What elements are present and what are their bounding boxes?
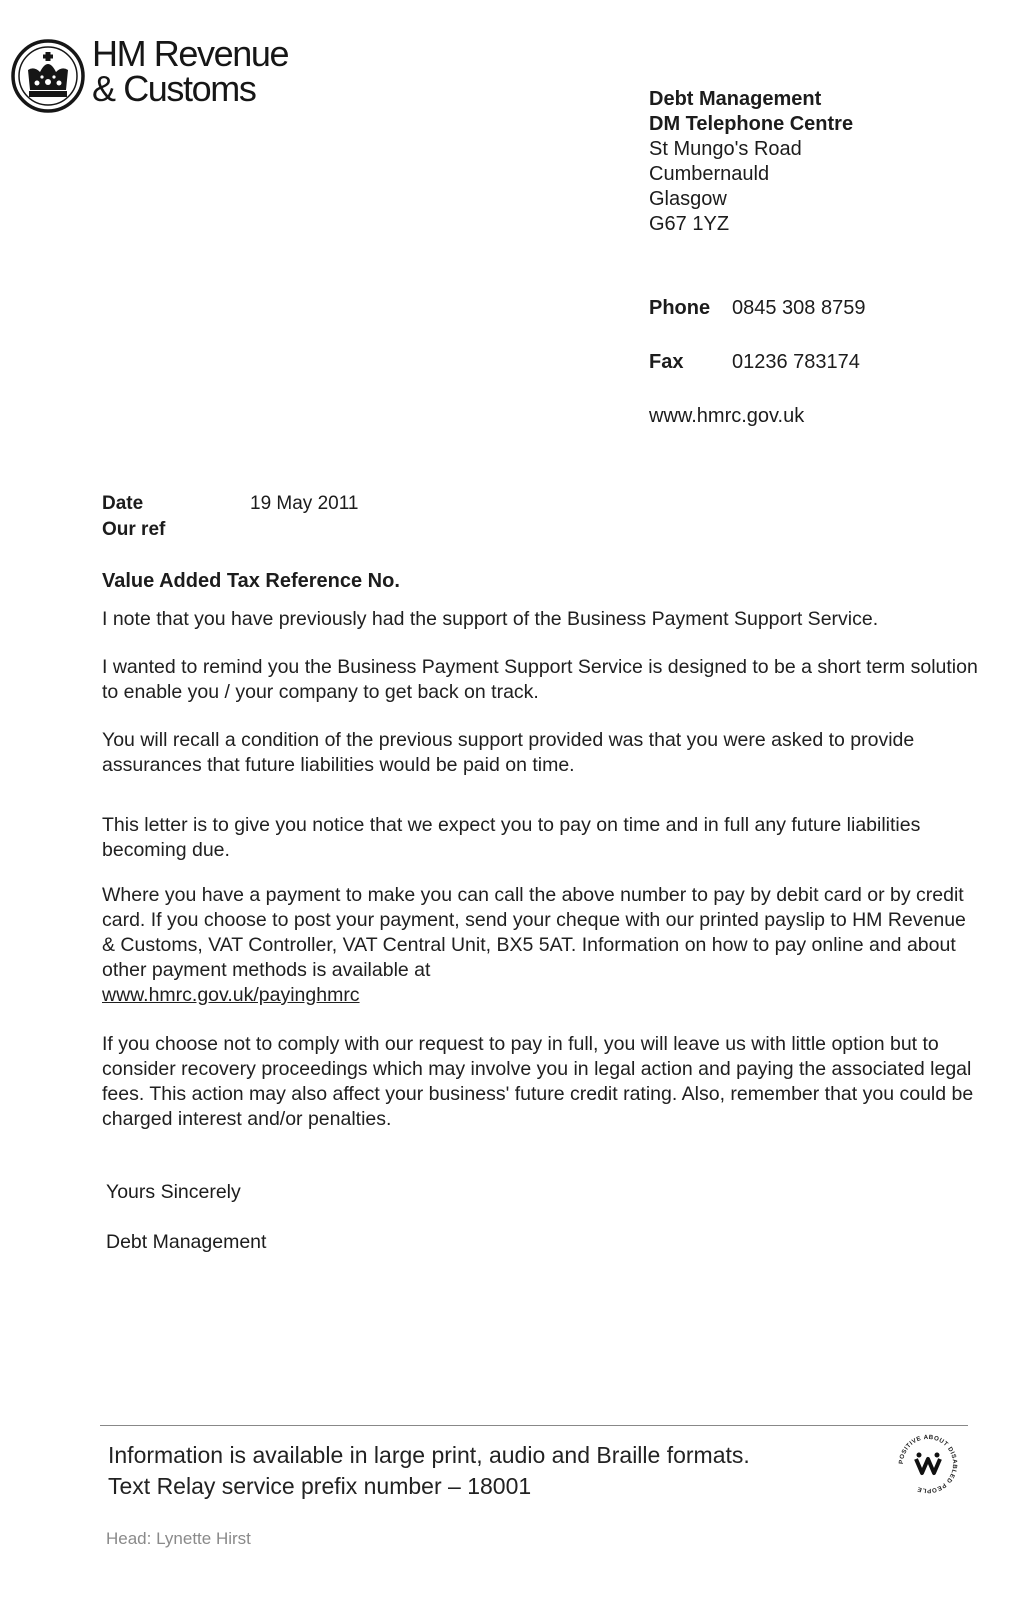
letter-meta — [102, 491, 358, 543]
phone-row — [649, 296, 865, 320]
logo-wordmark — [92, 33, 289, 109]
letter-subject: Value Added Tax Reference No. — [102, 570, 400, 592]
paragraph-6: If you choose not to comply with our request to pay in full, you will leave us with little option but to consider recovery proceedings which may involve you in legal action and paying the associated legal fees. This action may also affect your business' future credit rating. Also, remember that you could be charged interest and/or penalties. — [102, 1033, 974, 1130]
date-label: Date — [102, 493, 144, 514]
logo-line-1: HM Revenue — [92, 33, 289, 74]
ref-label: Our ref — [102, 519, 166, 540]
sender-postcode: G67 1YZ — [649, 213, 730, 235]
ref-row — [102, 517, 358, 543]
positive-about-disabled-people-badge-icon — [895, 1431, 961, 1497]
paying-hmrc-link[interactable]: www.hmrc.gov.uk/payinghmrc — [102, 984, 360, 1006]
sender-address — [649, 87, 853, 237]
fax-number: 01236 783174 — [732, 351, 860, 373]
sender-dept: Debt Management — [649, 88, 822, 110]
badge-ring-text: POSITIVE ABOUT DISABLED PEOPLE — [897, 1433, 959, 1495]
hmrc-logo — [10, 33, 320, 122]
fax-label: Fax — [649, 351, 684, 373]
footer-info — [108, 1440, 750, 1502]
sign-off: Yours Sincerely — [106, 1181, 241, 1203]
paragraph-4: This letter is to give you notice that we expect you to pay on time and in full any future liabilities becoming due. — [102, 814, 921, 861]
paragraph-1: I note that you have previously had the support of the Business Payment Support Service. — [102, 608, 879, 630]
phone-number: 0845 308 8759 — [732, 297, 866, 319]
logo-line-2: & Customs — [92, 68, 256, 109]
sender-town: Cumbernauld — [649, 163, 770, 185]
signatory: Debt Management — [106, 1231, 267, 1253]
footer-line-2: Text Relay service prefix number – 18001 — [108, 1473, 532, 1499]
date-row — [102, 491, 358, 517]
paragraph-2: I wanted to remind you the Business Payment Support Service is designed to be a short term solution to enable you / your company to get back on track. — [102, 656, 978, 703]
sender-street: St Mungo's Road — [649, 138, 802, 160]
paragraph-5 — [102, 883, 982, 1008]
footer-divider — [100, 1425, 968, 1426]
sender-centre: DM Telephone Centre — [649, 113, 854, 135]
date-value: 19 May 2011 — [250, 493, 359, 514]
sender-city: Glasgow — [649, 188, 727, 210]
fax-row — [649, 350, 860, 374]
phone-label: Phone — [649, 297, 711, 319]
crown-crest-icon — [10, 38, 86, 114]
footer-line-1: Information is available in large print, audio and Braille formats. — [108, 1442, 750, 1468]
website: www.hmrc.gov.uk — [649, 405, 805, 427]
head-name: Head: Lynette Hirst — [106, 1529, 251, 1548]
paragraph-5-text: Where you have a payment to make you can call the above number to pay by debit card or by credit card. If you choose to post your payment, send your cheque with our printed payslip to HM Revenue & Customs, VAT Controller, VAT Central Unit, BX5 5AT. Information on how to pay online and about other payment methods is available at — [102, 884, 966, 981]
paragraph-3: You will recall a condition of the previous support provided was that you were asked to provide assurances that future liabilities would be paid on time. — [102, 729, 915, 776]
